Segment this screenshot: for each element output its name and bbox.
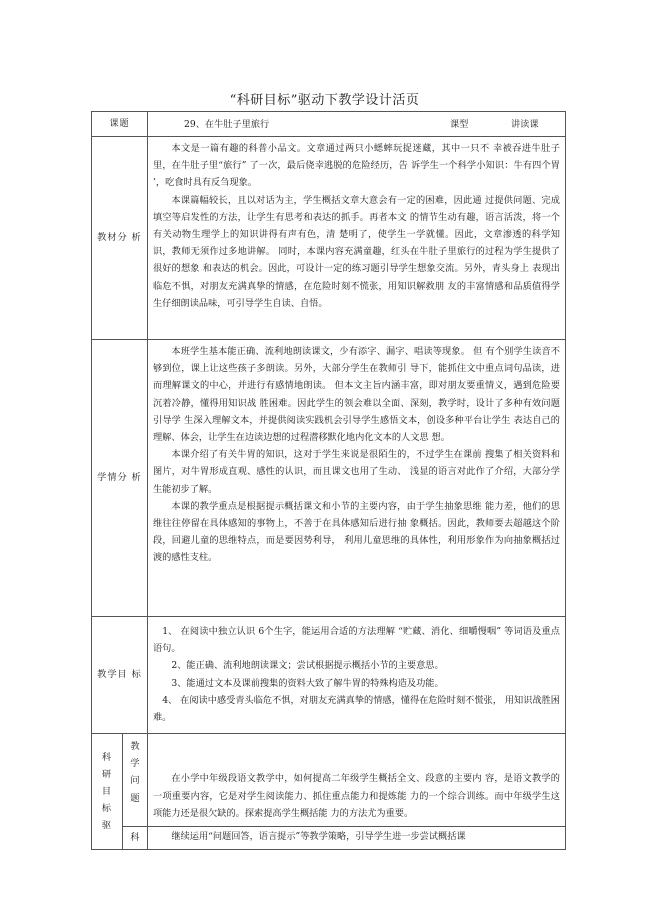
- research-goal-char: 研: [101, 768, 113, 780]
- textbook-analysis-row: [92, 137, 566, 340]
- teaching-problem-char: 问: [130, 775, 140, 787]
- student-analysis-paragraph: 本班学生基本能正确、流利地朗读课文，少有添字、漏字、唱读等现象。 但 有个别学生读音不够到位，课上让这些孩子多朗读。另外，大部分学生在教师引 导下，能抓住文中重点词句品读，进而理解课文的中心，并进行有感情地朗读。 但本文主旨内涵丰富，即对朋友要重情义，遇到危险要沉着冷静，懂得用知识战 胜困难。因此学生的领会难以全面、深刻，教学时，设计了多种有效问题引导学 生深入理解文本，并提供阅读实践机会引导学生感悟文本，创设多种平台让学生 表达自己的理解、体会，让学生在边读边想的过程潜移默化地内化文本的人文思 想。: [153, 346, 560, 444]
- student-analysis-content: [148, 340, 566, 617]
- lesson-title: 29、在牛肚子里旅行: [184, 119, 270, 130]
- research-strategy-paragraph: 继续运用“问题回答，语言提示”等教学策略，引导学生进一步尝试概括课: [171, 831, 466, 842]
- teaching-problem-char: 题: [130, 792, 140, 804]
- student-analysis-paragraph: 本课介绍了有关牛胃的知识，这对于学生来说是很陌生的，不过学生在课前 搜集了相关资料和图片，对牛胃形成直观、感性的认识，而且课文也用了生动、 浅显的语言对此作了介绍，大部分学生能初步了解。: [153, 449, 560, 495]
- textbook-analysis-content: [148, 137, 566, 340]
- teaching-objectives-label: 教学目 标: [92, 617, 148, 734]
- student-analysis-row: [92, 340, 566, 617]
- teaching-problem-content: [148, 734, 566, 827]
- teaching-objectives-content: [148, 617, 566, 734]
- research-goal-char: 驱: [101, 820, 113, 832]
- textbook-analysis-label: 教材分 析: [92, 137, 148, 340]
- teaching-problem-char: 学: [130, 758, 140, 770]
- course-type-label: 课型: [450, 119, 469, 130]
- research-strategy-label: 科: [123, 827, 148, 850]
- research-goal-label: [92, 734, 123, 850]
- teaching-problem-char: 教: [130, 741, 140, 752]
- topic-row: [92, 112, 566, 137]
- teaching-problem-label: [123, 734, 148, 827]
- teaching-objectives-row: [92, 617, 566, 734]
- research-strategy-row: [92, 827, 566, 850]
- research-goal-char: 科: [101, 751, 113, 763]
- lesson-plan-table: [91, 111, 566, 850]
- page-title: “科研目标”驱动下教学设计活页: [229, 93, 420, 108]
- objective-item: 1、 在阅读中独立认识 6个生字，能运用合适的方法理解 “贮藏、消化、细嚼慢咽” 等词语及重点语句。: [153, 625, 560, 655]
- objective-item: 2、能正确、流利地朗读课文；尝试根据提示概括小节的主要意思。: [171, 660, 444, 672]
- objective-item: 3、能通过文本及课前搜集的资料大致了解牛胃的特殊构造及功能。: [171, 677, 444, 689]
- research-strategy-content: [148, 827, 566, 850]
- student-analysis-paragraph: 本课的教学重点是根据提示概括课文和小节的主要内容，由于学生抽象思维 能力差，他们的思维往往停留在具体感知的事物上，不善于在具体感知后进行抽 象概括。因此，教师要去超越这个阶段，回避儿童的思维特点，而是要因势利导， 利用儿童思维的具体性，利用形象作为向抽象概括过渡的感性支柱。: [153, 500, 560, 564]
- research-goal-char: 标: [101, 803, 113, 815]
- teaching-problem-paragraph: 在小学中年级段语文教学中，如何提高二年级学生概括全文、段意的主要内 容，是语文教学的一项重要内容，它是对学生阅读能力、抓住重点能力和提炼能 力的一个综合训练。而中年级学生这项能力还是很欠缺的。探索提高学生概括能 力的方法尤为重要。: [153, 773, 560, 819]
- research-goal-char: 目: [101, 786, 113, 797]
- course-type-value: 讲读课: [511, 119, 539, 130]
- textbook-analysis-paragraph: 本文是一篇有趣的科普小品文。文章通过两只小蟋蟀玩捉迷藏，其中一只不 幸被吞进牛肚子里，在牛肚子里“旅行” 了一次，最后侥幸逃脱的危险经历，告 诉学生一个科学小知识：牛有四个胃 ’，吃食时具有反刍现象。: [153, 143, 560, 189]
- topic-cell: [148, 112, 566, 137]
- research-problem-row: [92, 734, 566, 827]
- textbook-analysis-paragraph: 本课篇幅较长，且以对话为主，学生概括文章大意会有一定的困难，因此通 过提供问题、完成填空等启发性的方法，让学生有思考和表达的抓手。再者本文 的情节生动有趣，语言活泼，将一个有关动物生理学上的知识讲得有声有色，清 楚明了，使学生一学就懂。因此，文章渗透的科学知识，教师无须作过多地讲解。 同时，本课内容充满童趣，红头在牛肚子里旅行的过程为学生提供了很好的想象 和表达的机会。因此，可设计一定的练习题引导学生想象交流。另外，青头身上 表现出临危不惧，对朋友充满真挚的情感，在危险时刻不慌张，用知识解救朋 友的丰富情感和品质值得学生仔细朗读品味，可引导学生自读、自悟。: [153, 194, 560, 309]
- student-analysis-label: 学情分 析: [92, 340, 148, 617]
- objective-item: 4、 在阅读中感受青头临危不惧，对朋友充满真挚的情感，懂得在危险时刻不慌张， 用知识战胜困难。: [153, 694, 560, 723]
- topic-label: 课题: [92, 112, 148, 137]
